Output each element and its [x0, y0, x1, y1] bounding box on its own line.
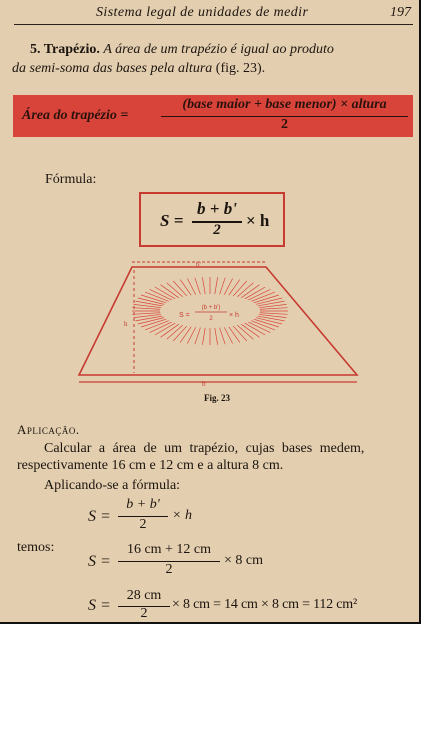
figure-caption: Fig. 23: [204, 393, 230, 403]
eq2-denominator: 2: [165, 562, 173, 577]
eq2-numerator: 16 cm + 12 cm: [126, 542, 212, 557]
formula-ellipse: [160, 294, 260, 328]
height-label: h: [124, 320, 128, 328]
intro-text-2: da semi-soma das bases pela altura: [12, 61, 213, 76]
inner-formula-lhs: S =: [179, 312, 190, 319]
eq1-numerator: b + b': [126, 497, 160, 512]
application-line-2: respectivamente 16 cm e 12 cm e a altura 8 cm.: [17, 458, 284, 473]
inner-formula-denominator: 2: [209, 316, 213, 322]
application-heading: Aplicação.: [17, 422, 80, 437]
eq3-lhs: S =: [88, 597, 111, 614]
eq2-rhs: × 8 cm: [224, 553, 263, 568]
definition-numerator: (base maior + base menor) × altura: [182, 97, 387, 112]
intro-line-1: [30, 42, 334, 58]
formula-rhs: × h: [246, 211, 270, 230]
eq3-denominator: 2: [140, 606, 148, 621]
bottom-base-label: b: [202, 380, 206, 388]
formula-lhs: S =: [160, 211, 184, 230]
eq3-rhs: × 8 cm = 14 cm × 8 cm = 112 cm²: [172, 597, 357, 612]
intro-line-2: [12, 61, 265, 77]
eq2-lhs: S =: [88, 553, 111, 570]
intro-text-1: A área de um trapézio é igual ao produto: [103, 42, 334, 57]
definition-denominator: 2: [281, 117, 288, 132]
eq1-denominator: 2: [139, 517, 147, 532]
inner-formula-numerator: (b + b'): [201, 305, 221, 311]
inner-formula-rhs: × h: [229, 312, 239, 319]
running-header: Sistema legal de unidades de medir: [96, 5, 309, 20]
application-line-3: Aplicando-se a fórmula:: [44, 478, 181, 493]
figure-reference: (fig. 23).: [215, 61, 266, 76]
eq1-lhs: S =: [88, 508, 111, 525]
formula-label: Fórmula:: [45, 172, 97, 187]
header-rule: [14, 24, 413, 25]
formula-numerator: b + b': [197, 199, 237, 218]
section-heading: 5. Trapézio.: [30, 42, 100, 57]
eq3-numerator: 28 cm: [126, 588, 162, 603]
top-base-label: b': [196, 261, 201, 269]
formula-denominator: 2: [213, 222, 221, 238]
page-number: 197: [390, 5, 411, 20]
trapezoid-figure: [70, 258, 362, 394]
eq1-rhs: × h: [172, 508, 192, 523]
application-line-1: Calcular a área de um trapézio, cujas bases medem,: [44, 441, 365, 456]
temos-label: temos:: [17, 540, 55, 555]
definition-label: Área do trapézio =: [22, 108, 129, 123]
